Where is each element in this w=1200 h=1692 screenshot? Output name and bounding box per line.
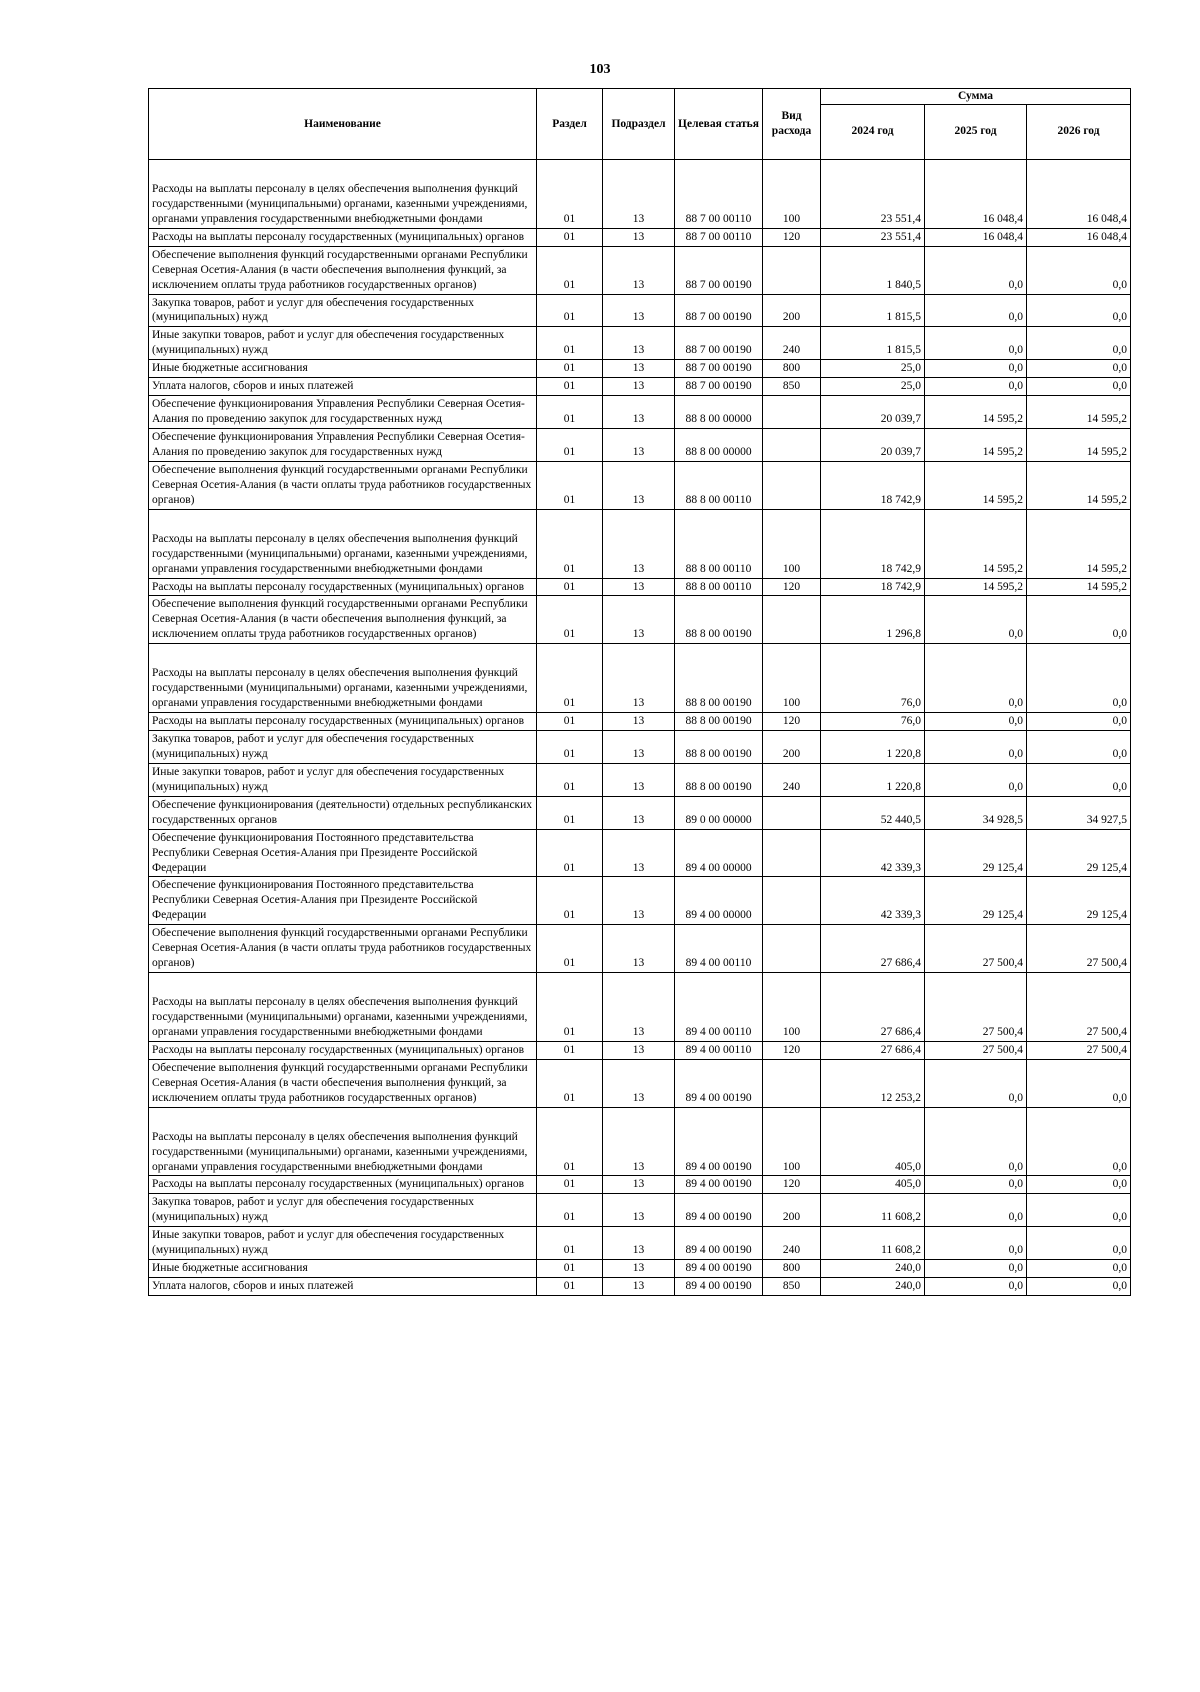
cell-subsection: 13 bbox=[603, 1278, 675, 1296]
cell-2025: 0,0 bbox=[925, 713, 1027, 731]
cell-target-article: 88 8 00 00110 bbox=[675, 509, 763, 578]
table-row bbox=[149, 1260, 1131, 1278]
cell-2026: 0,0 bbox=[1027, 713, 1131, 731]
cell-target-article: 88 8 00 00190 bbox=[675, 763, 763, 796]
cell-section: 01 bbox=[537, 1176, 603, 1194]
cell-target-article: 88 7 00 00190 bbox=[675, 360, 763, 378]
cell-2026: 16 048,4 bbox=[1027, 159, 1131, 228]
cell-2025: 14 595,2 bbox=[925, 396, 1027, 429]
cell-2024: 25,0 bbox=[821, 360, 925, 378]
cell-2025: 16 048,4 bbox=[925, 159, 1027, 228]
cell-subsection: 13 bbox=[603, 1260, 675, 1278]
cell-2024: 42 339,3 bbox=[821, 829, 925, 877]
table-row bbox=[149, 1059, 1131, 1107]
cell-2026: 27 500,4 bbox=[1027, 973, 1131, 1042]
cell-name: Иные бюджетные ассигнования bbox=[149, 1260, 537, 1278]
cell-name: Закупка товаров, работ и услуг для обеспечения государственных (муниципальных) нужд bbox=[149, 1194, 537, 1227]
cell-2025: 27 500,4 bbox=[925, 973, 1027, 1042]
table-row bbox=[149, 378, 1131, 396]
cell-2024: 76,0 bbox=[821, 713, 925, 731]
cell-section: 01 bbox=[537, 596, 603, 644]
cell-2026: 0,0 bbox=[1027, 1059, 1131, 1107]
table-row bbox=[149, 578, 1131, 596]
cell-2026: 14 595,2 bbox=[1027, 509, 1131, 578]
table-row bbox=[149, 228, 1131, 246]
cell-2024: 76,0 bbox=[821, 644, 925, 713]
cell-subsection: 13 bbox=[603, 644, 675, 713]
cell-target-article: 89 0 00 00000 bbox=[675, 796, 763, 829]
cell-2025: 0,0 bbox=[925, 1194, 1027, 1227]
table-row bbox=[149, 1194, 1131, 1227]
cell-target-article: 89 4 00 00110 bbox=[675, 925, 763, 973]
cell-2025: 0,0 bbox=[925, 1107, 1027, 1176]
cell-target-article: 88 8 00 00110 bbox=[675, 461, 763, 509]
table-row bbox=[149, 796, 1131, 829]
cell-2025: 0,0 bbox=[925, 1260, 1027, 1278]
cell-subsection: 13 bbox=[603, 578, 675, 596]
table-row bbox=[149, 246, 1131, 294]
cell-2025: 0,0 bbox=[925, 246, 1027, 294]
header-expense-type: Вид расхода bbox=[763, 89, 821, 160]
header-sum: Сумма bbox=[821, 89, 1131, 105]
cell-2026: 0,0 bbox=[1027, 763, 1131, 796]
cell-2024: 1 815,5 bbox=[821, 294, 925, 327]
cell-name: Обеспечение функционирования Постоянного представительства Республики Северная Осетия-Алания при Президенте Российской Федерации bbox=[149, 877, 537, 925]
cell-expense-type bbox=[763, 829, 821, 877]
cell-subsection: 13 bbox=[603, 396, 675, 429]
cell-target-article: 89 4 00 00000 bbox=[675, 829, 763, 877]
cell-2024: 27 686,4 bbox=[821, 925, 925, 973]
cell-2024: 18 742,9 bbox=[821, 578, 925, 596]
cell-expense-type: 120 bbox=[763, 578, 821, 596]
cell-expense-type: 100 bbox=[763, 973, 821, 1042]
header-year-2026: 2026 год bbox=[1027, 104, 1131, 159]
cell-section: 01 bbox=[537, 360, 603, 378]
cell-subsection: 13 bbox=[603, 246, 675, 294]
cell-section: 01 bbox=[537, 246, 603, 294]
budget-table bbox=[148, 88, 1131, 1296]
cell-2025: 0,0 bbox=[925, 327, 1027, 360]
cell-expense-type: 120 bbox=[763, 228, 821, 246]
table-row bbox=[149, 763, 1131, 796]
cell-name: Расходы на выплаты персоналу в целях обеспечения выполнения функций государственными (муниципальными) органами, казенными учреждениями, органами управления государственными внебюджетными фондами bbox=[149, 509, 537, 578]
cell-2025: 0,0 bbox=[925, 1227, 1027, 1260]
cell-name: Расходы на выплаты персоналу в целях обеспечения выполнения функций государственными (муниципальными) органами, казенными учреждениями, органами управления государственными внебюджетными фондами bbox=[149, 644, 537, 713]
cell-subsection: 13 bbox=[603, 360, 675, 378]
cell-section: 01 bbox=[537, 731, 603, 764]
cell-section: 01 bbox=[537, 644, 603, 713]
cell-expense-type bbox=[763, 246, 821, 294]
cell-2026: 0,0 bbox=[1027, 1107, 1131, 1176]
cell-target-article: 88 7 00 00190 bbox=[675, 246, 763, 294]
cell-subsection: 13 bbox=[603, 763, 675, 796]
cell-2024: 25,0 bbox=[821, 378, 925, 396]
cell-name: Обеспечение функционирования Управления Республики Северная Осетия-Алания по проведению закупок для государственных нужд bbox=[149, 429, 537, 462]
cell-2024: 18 742,9 bbox=[821, 461, 925, 509]
cell-name: Расходы на выплаты персоналу в целях обеспечения выполнения функций государственными (муниципальными) органами, казенными учреждениями, органами управления государственными внебюджетными фондами bbox=[149, 1107, 537, 1176]
cell-name: Расходы на выплаты персоналу государственных (муниципальных) органов bbox=[149, 1176, 537, 1194]
table-header bbox=[149, 89, 1131, 160]
cell-target-article: 88 8 00 00000 bbox=[675, 429, 763, 462]
cell-subsection: 13 bbox=[603, 973, 675, 1042]
cell-target-article: 89 4 00 00190 bbox=[675, 1107, 763, 1176]
cell-section: 01 bbox=[537, 578, 603, 596]
table-row bbox=[149, 159, 1131, 228]
cell-name: Обеспечение выполнения функций государственными органами Республики Северная Осетия-Алания (в части обеспечения выполнения функций, за исключением оплаты труда работников государственных органов) bbox=[149, 596, 537, 644]
cell-2025: 14 595,2 bbox=[925, 578, 1027, 596]
cell-2024: 20 039,7 bbox=[821, 396, 925, 429]
cell-target-article: 88 7 00 00190 bbox=[675, 378, 763, 396]
cell-target-article: 89 4 00 00190 bbox=[675, 1278, 763, 1296]
cell-name: Расходы на выплаты персоналу государственных (муниципальных) органов bbox=[149, 578, 537, 596]
cell-2025: 29 125,4 bbox=[925, 829, 1027, 877]
cell-expense-type: 100 bbox=[763, 1107, 821, 1176]
cell-target-article: 89 4 00 00190 bbox=[675, 1059, 763, 1107]
cell-expense-type: 100 bbox=[763, 509, 821, 578]
cell-name: Обеспечение выполнения функций государственными органами Республики Северная Осетия-Алания (в части оплаты труда работников государственных органов) bbox=[149, 925, 537, 973]
cell-2025: 0,0 bbox=[925, 731, 1027, 764]
cell-section: 01 bbox=[537, 1194, 603, 1227]
cell-expense-type bbox=[763, 429, 821, 462]
cell-subsection: 13 bbox=[603, 829, 675, 877]
cell-2025: 0,0 bbox=[925, 596, 1027, 644]
cell-2025: 16 048,4 bbox=[925, 228, 1027, 246]
cell-2024: 405,0 bbox=[821, 1176, 925, 1194]
cell-subsection: 13 bbox=[603, 461, 675, 509]
cell-2026: 27 500,4 bbox=[1027, 1041, 1131, 1059]
cell-name: Обеспечение функционирования Постоянного представительства Республики Северная Осетия-Алания при Президенте Российской Федерации bbox=[149, 829, 537, 877]
cell-2024: 20 039,7 bbox=[821, 429, 925, 462]
cell-2024: 18 742,9 bbox=[821, 509, 925, 578]
cell-expense-type: 800 bbox=[763, 360, 821, 378]
cell-subsection: 13 bbox=[603, 294, 675, 327]
cell-target-article: 89 4 00 00190 bbox=[675, 1194, 763, 1227]
header-section: Раздел bbox=[537, 89, 603, 160]
cell-2024: 27 686,4 bbox=[821, 973, 925, 1042]
cell-2026: 34 927,5 bbox=[1027, 796, 1131, 829]
cell-name: Уплата налогов, сборов и иных платежей bbox=[149, 1278, 537, 1296]
cell-target-article: 88 8 00 00190 bbox=[675, 713, 763, 731]
table-row bbox=[149, 973, 1131, 1042]
table-row bbox=[149, 713, 1131, 731]
cell-2024: 12 253,2 bbox=[821, 1059, 925, 1107]
cell-subsection: 13 bbox=[603, 228, 675, 246]
cell-target-article: 89 4 00 00000 bbox=[675, 877, 763, 925]
header-year-2025: 2025 год bbox=[925, 104, 1027, 159]
table-row bbox=[149, 1278, 1131, 1296]
cell-2024: 11 608,2 bbox=[821, 1227, 925, 1260]
cell-subsection: 13 bbox=[603, 713, 675, 731]
cell-2025: 14 595,2 bbox=[925, 509, 1027, 578]
cell-subsection: 13 bbox=[603, 159, 675, 228]
cell-section: 01 bbox=[537, 461, 603, 509]
cell-name: Уплата налогов, сборов и иных платежей bbox=[149, 378, 537, 396]
cell-subsection: 13 bbox=[603, 877, 675, 925]
cell-2024: 52 440,5 bbox=[821, 796, 925, 829]
table-row bbox=[149, 731, 1131, 764]
cell-2024: 42 339,3 bbox=[821, 877, 925, 925]
cell-name: Иные закупки товаров, работ и услуг для обеспечения государственных (муниципальных) нужд bbox=[149, 327, 537, 360]
cell-2024: 1 220,8 bbox=[821, 763, 925, 796]
cell-section: 01 bbox=[537, 925, 603, 973]
cell-expense-type bbox=[763, 596, 821, 644]
cell-expense-type: 850 bbox=[763, 378, 821, 396]
cell-name: Обеспечение функционирования Управления Республики Северная Осетия-Алания по проведению закупок для государственных нужд bbox=[149, 396, 537, 429]
cell-subsection: 13 bbox=[603, 1194, 675, 1227]
table-row bbox=[149, 396, 1131, 429]
cell-2026: 0,0 bbox=[1027, 246, 1131, 294]
cell-2025: 0,0 bbox=[925, 644, 1027, 713]
cell-name: Расходы на выплаты персоналу в целях обеспечения выполнения функций государственными (муниципальными) органами, казенными учреждениями, органами управления государственными внебюджетными фондами bbox=[149, 159, 537, 228]
cell-2024: 405,0 bbox=[821, 1107, 925, 1176]
cell-2024: 23 551,4 bbox=[821, 159, 925, 228]
cell-2025: 14 595,2 bbox=[925, 429, 1027, 462]
cell-section: 01 bbox=[537, 829, 603, 877]
cell-2024: 240,0 bbox=[821, 1260, 925, 1278]
cell-target-article: 88 8 00 00190 bbox=[675, 596, 763, 644]
cell-2024: 1 220,8 bbox=[821, 731, 925, 764]
cell-section: 01 bbox=[537, 796, 603, 829]
cell-section: 01 bbox=[537, 1227, 603, 1260]
cell-section: 01 bbox=[537, 378, 603, 396]
table-row bbox=[149, 294, 1131, 327]
cell-section: 01 bbox=[537, 1059, 603, 1107]
cell-expense-type bbox=[763, 796, 821, 829]
table-row bbox=[149, 429, 1131, 462]
cell-expense-type: 100 bbox=[763, 644, 821, 713]
cell-section: 01 bbox=[537, 1260, 603, 1278]
cell-target-article: 89 4 00 00110 bbox=[675, 1041, 763, 1059]
cell-2026: 0,0 bbox=[1027, 378, 1131, 396]
cell-section: 01 bbox=[537, 877, 603, 925]
table-row bbox=[149, 1041, 1131, 1059]
table-row bbox=[149, 1176, 1131, 1194]
cell-2025: 0,0 bbox=[925, 360, 1027, 378]
cell-expense-type: 200 bbox=[763, 731, 821, 764]
cell-subsection: 13 bbox=[603, 1041, 675, 1059]
cell-2026: 0,0 bbox=[1027, 644, 1131, 713]
cell-2026: 0,0 bbox=[1027, 1260, 1131, 1278]
cell-section: 01 bbox=[537, 294, 603, 327]
cell-target-article: 88 7 00 00190 bbox=[675, 294, 763, 327]
cell-subsection: 13 bbox=[603, 1059, 675, 1107]
cell-2026: 14 595,2 bbox=[1027, 429, 1131, 462]
cell-name: Иные закупки товаров, работ и услуг для обеспечения государственных (муниципальных) нужд bbox=[149, 763, 537, 796]
cell-2024: 1 840,5 bbox=[821, 246, 925, 294]
cell-section: 01 bbox=[537, 159, 603, 228]
page-number: 103 bbox=[589, 62, 611, 77]
cell-expense-type: 240 bbox=[763, 327, 821, 360]
cell-subsection: 13 bbox=[603, 596, 675, 644]
table-row bbox=[149, 1107, 1131, 1176]
cell-expense-type: 800 bbox=[763, 1260, 821, 1278]
cell-2026: 0,0 bbox=[1027, 360, 1131, 378]
cell-subsection: 13 bbox=[603, 1227, 675, 1260]
cell-expense-type bbox=[763, 1059, 821, 1107]
cell-2026: 0,0 bbox=[1027, 327, 1131, 360]
header-subsection: Подраздел bbox=[603, 89, 675, 160]
cell-name: Обеспечение функционирования (деятельности) отдельных республиканских государственных органов bbox=[149, 796, 537, 829]
cell-target-article: 88 8 00 00190 bbox=[675, 644, 763, 713]
table-row bbox=[149, 360, 1131, 378]
cell-subsection: 13 bbox=[603, 429, 675, 462]
cell-name: Расходы на выплаты персоналу государственных (муниципальных) органов bbox=[149, 1041, 537, 1059]
header-name: Наименование bbox=[149, 89, 537, 160]
cell-section: 01 bbox=[537, 1278, 603, 1296]
cell-section: 01 bbox=[537, 973, 603, 1042]
cell-2025: 0,0 bbox=[925, 1176, 1027, 1194]
cell-2026: 16 048,4 bbox=[1027, 228, 1131, 246]
cell-target-article: 88 8 00 00110 bbox=[675, 578, 763, 596]
cell-2025: 27 500,4 bbox=[925, 1041, 1027, 1059]
cell-name: Расходы на выплаты персоналу государственных (муниципальных) органов bbox=[149, 713, 537, 731]
cell-2026: 14 595,2 bbox=[1027, 461, 1131, 509]
cell-name: Иные бюджетные ассигнования bbox=[149, 360, 537, 378]
cell-section: 01 bbox=[537, 1041, 603, 1059]
cell-2026: 29 125,4 bbox=[1027, 877, 1131, 925]
cell-2026: 0,0 bbox=[1027, 1176, 1131, 1194]
header-target-article: Целевая статья bbox=[675, 89, 763, 160]
cell-name: Закупка товаров, работ и услуг для обеспечения государственных (муниципальных) нужд bbox=[149, 731, 537, 764]
table-row bbox=[149, 829, 1131, 877]
cell-2026: 0,0 bbox=[1027, 294, 1131, 327]
table-row bbox=[149, 877, 1131, 925]
cell-target-article: 88 8 00 00190 bbox=[675, 731, 763, 764]
cell-expense-type: 200 bbox=[763, 1194, 821, 1227]
cell-2025: 29 125,4 bbox=[925, 877, 1027, 925]
cell-2025: 14 595,2 bbox=[925, 461, 1027, 509]
cell-2024: 240,0 bbox=[821, 1278, 925, 1296]
cell-section: 01 bbox=[537, 396, 603, 429]
cell-target-article: 88 7 00 00110 bbox=[675, 159, 763, 228]
cell-name: Обеспечение выполнения функций государственными органами Республики Северная Осетия-Алания (в части обеспечения выполнения функций, за исключением оплаты труда работников государственных органов) bbox=[149, 246, 537, 294]
cell-subsection: 13 bbox=[603, 1176, 675, 1194]
cell-name: Иные закупки товаров, работ и услуг для обеспечения государственных (муниципальных) нужд bbox=[149, 1227, 537, 1260]
cell-2024: 1 815,5 bbox=[821, 327, 925, 360]
cell-expense-type: 120 bbox=[763, 1041, 821, 1059]
cell-2026: 14 595,2 bbox=[1027, 396, 1131, 429]
cell-2025: 0,0 bbox=[925, 294, 1027, 327]
cell-2026: 0,0 bbox=[1027, 1278, 1131, 1296]
cell-target-article: 88 7 00 00110 bbox=[675, 228, 763, 246]
cell-target-article: 88 7 00 00190 bbox=[675, 327, 763, 360]
cell-subsection: 13 bbox=[603, 327, 675, 360]
cell-section: 01 bbox=[537, 713, 603, 731]
cell-target-article: 89 4 00 00190 bbox=[675, 1176, 763, 1194]
cell-expense-type bbox=[763, 461, 821, 509]
cell-subsection: 13 bbox=[603, 1107, 675, 1176]
cell-2026: 27 500,4 bbox=[1027, 925, 1131, 973]
cell-expense-type: 850 bbox=[763, 1278, 821, 1296]
header-year-2024: 2024 год bbox=[821, 104, 925, 159]
cell-section: 01 bbox=[537, 763, 603, 796]
table-body bbox=[149, 159, 1131, 1295]
cell-section: 01 bbox=[537, 327, 603, 360]
cell-subsection: 13 bbox=[603, 796, 675, 829]
cell-subsection: 13 bbox=[603, 925, 675, 973]
table-row bbox=[149, 596, 1131, 644]
cell-name: Обеспечение выполнения функций государственными органами Республики Северная Осетия-Алания (в части оплаты труда работников государственных органов) bbox=[149, 461, 537, 509]
cell-2026: 0,0 bbox=[1027, 1194, 1131, 1227]
cell-target-article: 88 8 00 00000 bbox=[675, 396, 763, 429]
cell-name: Расходы на выплаты персоналу в целях обеспечения выполнения функций государственными (муниципальными) органами, казенными учреждениями, органами управления государственными внебюджетными фондами bbox=[149, 973, 537, 1042]
cell-target-article: 89 4 00 00190 bbox=[675, 1227, 763, 1260]
cell-target-article: 89 4 00 00190 bbox=[675, 1260, 763, 1278]
cell-name: Обеспечение выполнения функций государственными органами Республики Северная Осетия-Алания (в части обеспечения выполнения функций, за исключением оплаты труда работников государственных органов) bbox=[149, 1059, 537, 1107]
cell-name: Расходы на выплаты персоналу государственных (муниципальных) органов bbox=[149, 228, 537, 246]
cell-expense-type: 120 bbox=[763, 713, 821, 731]
cell-subsection: 13 bbox=[603, 509, 675, 578]
cell-2025: 34 928,5 bbox=[925, 796, 1027, 829]
table-row bbox=[149, 327, 1131, 360]
cell-2025: 0,0 bbox=[925, 1059, 1027, 1107]
cell-expense-type: 240 bbox=[763, 763, 821, 796]
cell-expense-type bbox=[763, 396, 821, 429]
cell-section: 01 bbox=[537, 429, 603, 462]
cell-2026: 0,0 bbox=[1027, 1227, 1131, 1260]
cell-expense-type: 200 bbox=[763, 294, 821, 327]
cell-2026: 29 125,4 bbox=[1027, 829, 1131, 877]
table-row bbox=[149, 1227, 1131, 1260]
cell-section: 01 bbox=[537, 228, 603, 246]
cell-2025: 0,0 bbox=[925, 763, 1027, 796]
cell-expense-type bbox=[763, 925, 821, 973]
cell-2026: 14 595,2 bbox=[1027, 578, 1131, 596]
cell-2025: 27 500,4 bbox=[925, 925, 1027, 973]
cell-expense-type: 240 bbox=[763, 1227, 821, 1260]
cell-2024: 27 686,4 bbox=[821, 1041, 925, 1059]
cell-subsection: 13 bbox=[603, 731, 675, 764]
cell-2026: 0,0 bbox=[1027, 731, 1131, 764]
cell-2025: 0,0 bbox=[925, 1278, 1027, 1296]
table-row bbox=[149, 644, 1131, 713]
cell-expense-type: 120 bbox=[763, 1176, 821, 1194]
cell-target-article: 89 4 00 00110 bbox=[675, 973, 763, 1042]
cell-subsection: 13 bbox=[603, 378, 675, 396]
cell-section: 01 bbox=[537, 509, 603, 578]
cell-expense-type: 100 bbox=[763, 159, 821, 228]
cell-expense-type bbox=[763, 877, 821, 925]
cell-2024: 23 551,4 bbox=[821, 228, 925, 246]
cell-2026: 0,0 bbox=[1027, 596, 1131, 644]
table-row bbox=[149, 461, 1131, 509]
table-row bbox=[149, 509, 1131, 578]
table-row bbox=[149, 925, 1131, 973]
cell-name: Закупка товаров, работ и услуг для обеспечения государственных (муниципальных) нужд bbox=[149, 294, 537, 327]
cell-2024: 11 608,2 bbox=[821, 1194, 925, 1227]
cell-2024: 1 296,8 bbox=[821, 596, 925, 644]
cell-2025: 0,0 bbox=[925, 378, 1027, 396]
cell-section: 01 bbox=[537, 1107, 603, 1176]
